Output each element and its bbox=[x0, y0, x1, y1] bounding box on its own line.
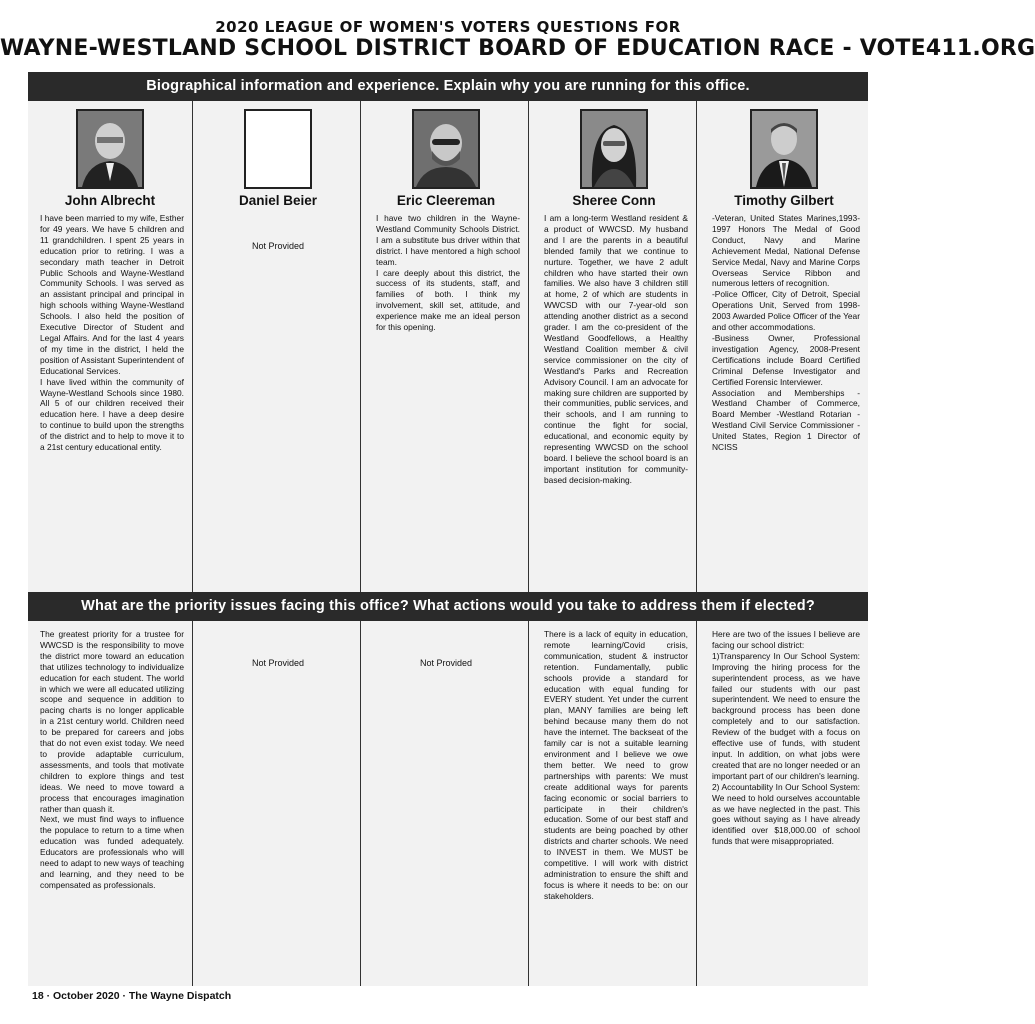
issues-paragraph: Here are two of the issues I believe are facing our school district: bbox=[712, 629, 860, 650]
candidate-bio bbox=[376, 213, 520, 333]
issues-paragraph: 2) Accountability In Our School System: We need to hold ourselves accountable as we have neglected in the past. This goes without saying as I have already identified over $18,000.00 of school funds that were misappropriated. bbox=[712, 781, 860, 847]
candidate-column-conn bbox=[532, 101, 697, 592]
bio-paragraph: Association and Memberships - Westland Chamber of Commerce, Board Member -Westland Rotarian -Westland Civil Service Commissioner -United States, Region 1 Director of NCISS bbox=[712, 387, 860, 453]
bio-paragraph: I have lived within the community of Wayne-Westland Schools since 1980. All 5 of our children received their education here. I have a deep desire to continue to build upon the strengths of the district and to help to move it to a 21st century educational entity. bbox=[40, 376, 184, 453]
question-bar-issues: What are the priority issues facing this office? What actions would you take to address them if elected? bbox=[28, 592, 868, 621]
issues-paragraph: There is a lack of equity in education, remote learning/Covid crisis, communication, student & instructor retention. Fundamentally, public schools provide a standard for education with equal funding for EVERY student. Yet under the current plan, MANY families are being left behind because many them do not have the internet. The backseat of the family car is not a suitable learning environment and I believe we owe them better. We need to grow partnerships with parents: We must create additional ways for parents facing economic or social barriers to participate in their children's education. Some of our best staff and students are being poached by other districts and charter schools. We need to INVEST in them. We MUST be competitive. I will work with district administration to ensure the shift and focus is where it needs to be: on our stakeholders. bbox=[544, 629, 688, 901]
bio-paragraph: I care deeply about this district, the success of its students, staff, and families of both. I think my involvement, skill set, attitude, and experience make me an ideal person for this opening. bbox=[376, 267, 520, 333]
issues-column-conn bbox=[532, 621, 697, 986]
candidate-photo bbox=[750, 109, 818, 189]
bio-section bbox=[28, 101, 868, 592]
candidate-photo-placeholder bbox=[244, 109, 312, 189]
header-title: WAYNE-WESTLAND SCHOOL DISTRICT BOARD OF EDUCATION RACE - VOTE411.ORG bbox=[0, 36, 1035, 61]
candidate-bio bbox=[544, 213, 688, 486]
issues-paragraph: Next, we must find ways to influence the populace to return to a time when education was funded adequately. Educators are professionals who will need to adapt to new ways of teaching and learning, and they need to be compensated as professionals. bbox=[40, 814, 184, 890]
not-provided-text: Not Provided bbox=[419, 658, 473, 668]
candidate-column-albrecht bbox=[28, 101, 193, 592]
candidate-name: Daniel Beier bbox=[238, 193, 318, 208]
candidate-column-cleereman bbox=[364, 101, 529, 592]
candidate-name: Timothy Gilbert bbox=[734, 193, 834, 208]
not-provided-text: Not Provided bbox=[251, 241, 305, 251]
candidate-bio bbox=[712, 213, 860, 453]
question-bar-bio: Biographical information and experience. Explain why you are running for this office. bbox=[28, 72, 868, 101]
not-provided-text: Not Provided bbox=[251, 658, 305, 668]
candidate-issues bbox=[712, 629, 860, 847]
candidate-issues bbox=[40, 629, 184, 891]
bio-paragraph: I have two children in the Wayne-Westland Community Schools District. I am a substitute bus driver within that district. I have mentored a high school team. bbox=[376, 213, 520, 267]
issues-column-gilbert bbox=[700, 621, 868, 986]
issues-paragraph: 1)Transparency In Our School System: Improving the hiring process for the superintendent process, as we have failed our students with our past superintendent. We need to ensure the background process has been done completely and to our satisfaction. Review of the budget with a focus on effective use of funds, with student input. In addition, on what jobs were created that are no longer needed or an important part of our children's learning. bbox=[712, 650, 860, 781]
candidate-column-gilbert bbox=[700, 101, 868, 592]
issues-section bbox=[28, 621, 868, 986]
candidate-photo bbox=[580, 109, 648, 189]
bio-paragraph: -Police Officer, City of Detroit, Special Operations Unit, Served from 1998-2003 Awarded Police Officer of the Year and other accommodations. bbox=[712, 289, 860, 333]
page-footer: 18 · October 2020 · The Wayne Dispatch bbox=[32, 990, 232, 1002]
candidate-issues bbox=[544, 629, 688, 902]
bio-paragraph: I have been married to my wife, Esther for 49 years. We have 5 children and 11 grandchildren. I spent 25 years in education prior to retiring. I was a secondary math teacher in Detroit Public Schools and Wayne-Westland Community Schools. I was served as an assistant principal and principal in high schools withing Wayne-Westland Schools. I also held the position of Executive Director of Student and Legal Affairs. And for the last 4 years of my time in the district, I held the position of Assistant Superintendent of Educational Services. bbox=[40, 213, 184, 376]
candidate-photo bbox=[412, 109, 480, 189]
candidate-photo bbox=[76, 109, 144, 189]
bio-paragraph: -Business Owner, Professional investigation Agency, 2008-Present Certifications include Board Certified Criminal Defense Investigator and Certified Forensic Interviewer. bbox=[712, 332, 860, 387]
candidate-bio bbox=[40, 213, 184, 453]
candidate-column-beier bbox=[196, 101, 361, 592]
issues-paragraph: The greatest priority for a trustee for WWCSD is the responsibility to move the district more toward an education that utilizes technology to individualize education for each student. The world in which we were all educated utilizing scope and sequence in addition to pacing charts is no longer applicable in a 21st century world. Children need to be prepared for careers and jobs that do not even exist today. We need to provide adaptable curriculum, assessments, and tools that motivate children to explore things and test ideas. We need to move toward a process that encourages imagination rather than quash it. bbox=[40, 629, 184, 814]
issues-column-beier bbox=[196, 621, 361, 986]
bio-paragraph: -Veteran, United States Marines,1993-1997 Honors The Medal of Good Conduct, Navy and Marine Achievement Medal, National Defense Service Medal, Navy and Marine Corps Overseas Service Ribbon and numerous letters of recognition. bbox=[712, 213, 860, 289]
candidate-name: John Albrecht bbox=[64, 193, 156, 208]
issues-column-cleereman bbox=[364, 621, 529, 986]
bio-paragraph: I am a long-term Westland resident & a product of WWCSD. My husband and I are the parents in a beautiful blended family that we continue to nurture. Together, we have 2 adult children who have started their own families. We also have 3 children still at home, 2 of which are students in WWCSD with our 7-year-old son attending another district as a second grader. I am the co-president of the Westland Goodfellows, a Healthy Westland Coalition member & civil service commissioner on the city of Westland's Parks and Recreation Advisory Council. I am an advocate for making sure children are supported by their communities, public services, and their schools, and I am running to continue the fight for social, educational, and economic equity by representing WWCSD on the school board. I believe the school board is an important institution for community-based decision-making. bbox=[544, 213, 688, 485]
candidate-name: Sheree Conn bbox=[572, 193, 656, 208]
header-line1: 2020 LEAGUE OF WOMEN'S VOTERS QUESTIONS FOR bbox=[215, 18, 681, 36]
candidate-name: Eric Cleereman bbox=[396, 193, 496, 208]
issues-column-albrecht bbox=[28, 621, 193, 986]
